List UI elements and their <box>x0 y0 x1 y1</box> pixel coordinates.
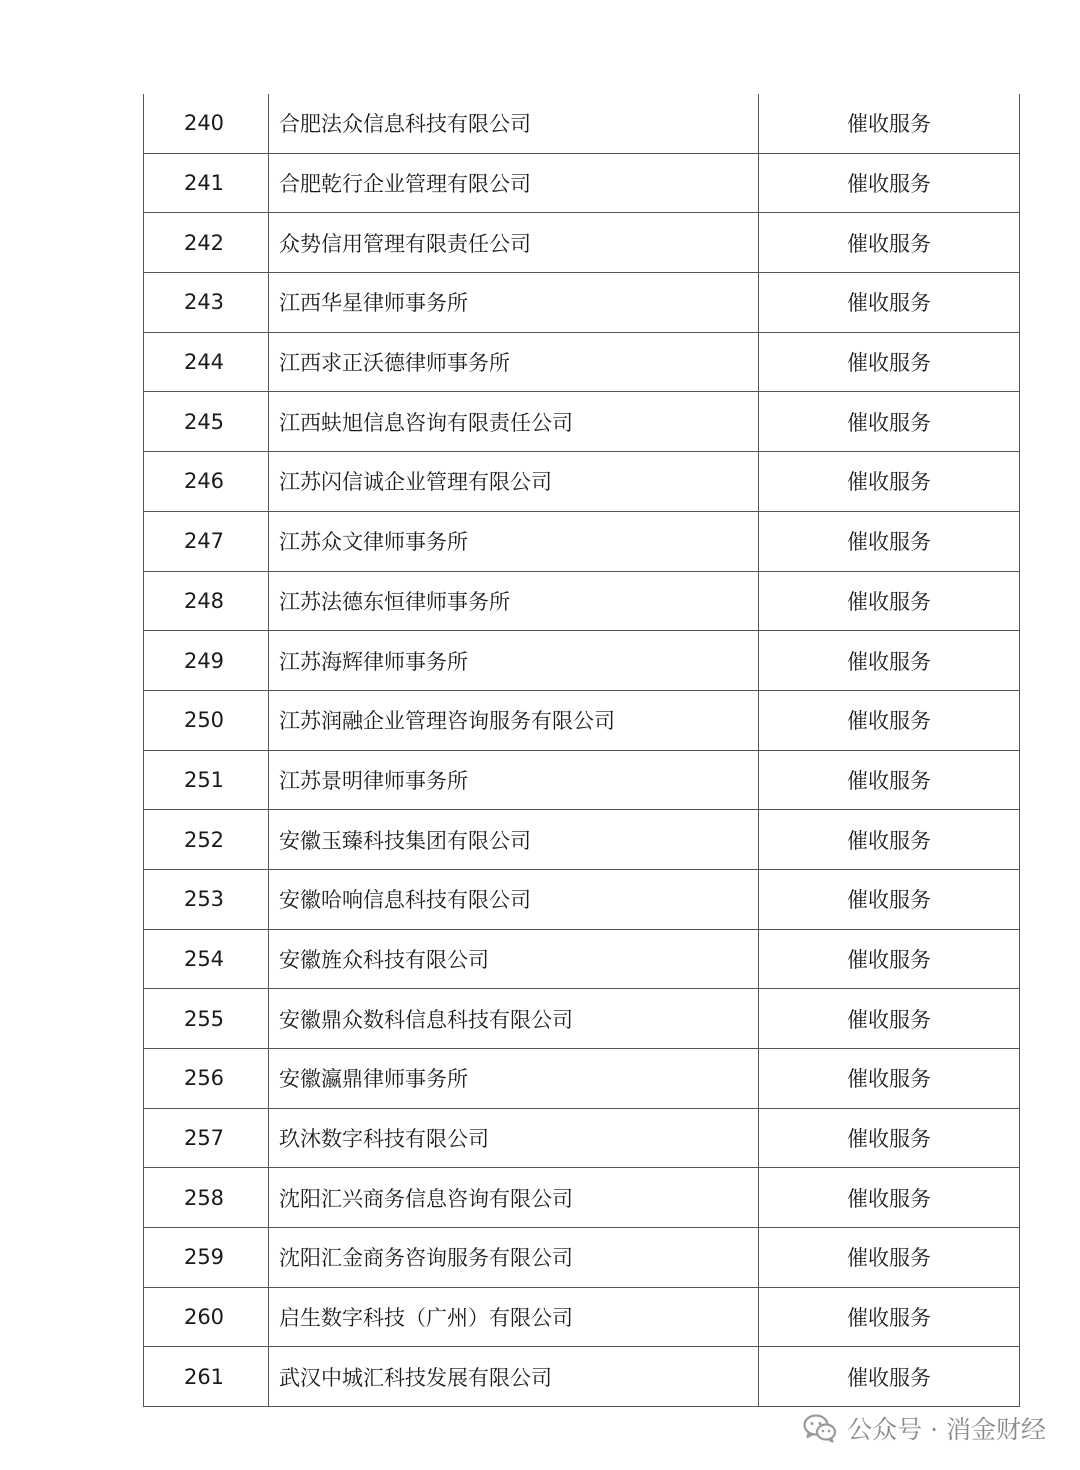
row-number-cell: 253 <box>144 869 269 929</box>
table-row <box>144 332 1020 392</box>
table-row <box>144 1049 1020 1109</box>
company-name-cell: 启生数字科技（广州）有限公司 <box>269 1287 759 1347</box>
row-number-cell: 251 <box>144 750 269 810</box>
service-type-cell: 催收服务 <box>759 1347 1020 1407</box>
row-number-cell: 244 <box>144 332 269 392</box>
service-type-cell: 催收服务 <box>759 511 1020 571</box>
table-row <box>144 452 1020 512</box>
row-number-cell: 247 <box>144 511 269 571</box>
company-name-cell: 安徽哈响信息科技有限公司 <box>269 869 759 929</box>
table-row <box>144 810 1020 870</box>
table-row <box>144 750 1020 810</box>
table-row <box>144 1108 1020 1168</box>
row-number-cell: 254 <box>144 929 269 989</box>
table-row <box>144 213 1020 273</box>
table-row <box>144 869 1020 929</box>
service-type-cell: 催收服务 <box>759 1287 1020 1347</box>
company-name-cell: 安徽旌众科技有限公司 <box>269 929 759 989</box>
row-number-cell: 242 <box>144 213 269 273</box>
institution-table <box>143 94 1020 1407</box>
service-type-cell: 催收服务 <box>759 750 1020 810</box>
company-name-cell: 江西求正沃德律师事务所 <box>269 332 759 392</box>
service-type-cell: 催收服务 <box>759 571 1020 631</box>
table-row <box>144 1228 1020 1288</box>
table-row <box>144 1287 1020 1347</box>
row-number-cell: 246 <box>144 452 269 512</box>
row-number-cell: 257 <box>144 1108 269 1168</box>
row-number-cell: 255 <box>144 989 269 1049</box>
company-name-cell: 安徽玉臻科技集团有限公司 <box>269 810 759 870</box>
table-row <box>144 631 1020 691</box>
table-row <box>144 929 1020 989</box>
table-body <box>144 94 1020 1407</box>
company-name-cell: 沈阳汇兴商务信息咨询有限公司 <box>269 1168 759 1228</box>
service-type-cell: 催收服务 <box>759 1168 1020 1228</box>
company-name-cell: 江西华星律师事务所 <box>269 273 759 333</box>
row-number-cell: 250 <box>144 690 269 750</box>
row-number-cell: 243 <box>144 273 269 333</box>
company-name-cell: 江苏景明律师事务所 <box>269 750 759 810</box>
row-number-cell: 256 <box>144 1049 269 1109</box>
row-number-cell: 259 <box>144 1228 269 1288</box>
company-name-cell: 江西蚨旭信息咨询有限责任公司 <box>269 392 759 452</box>
row-number-cell: 241 <box>144 153 269 213</box>
table-row <box>144 273 1020 333</box>
table-row <box>144 511 1020 571</box>
row-number-cell: 240 <box>144 94 269 153</box>
institution-table-container <box>143 94 1018 1407</box>
service-type-cell: 催收服务 <box>759 690 1020 750</box>
company-name-cell: 合肥乾行企业管理有限公司 <box>269 153 759 213</box>
company-name-cell: 合肥法众信息科技有限公司 <box>269 94 759 153</box>
service-type-cell: 催收服务 <box>759 1049 1020 1109</box>
company-name-cell: 武汉中城汇科技发展有限公司 <box>269 1347 759 1407</box>
service-type-cell: 催收服务 <box>759 1108 1020 1168</box>
table-row <box>144 153 1020 213</box>
service-type-cell: 催收服务 <box>759 332 1020 392</box>
row-number-cell: 258 <box>144 1168 269 1228</box>
table-row <box>144 392 1020 452</box>
company-name-cell: 江苏闪信诚企业管理有限公司 <box>269 452 759 512</box>
watermark <box>803 1408 1046 1448</box>
row-number-cell: 245 <box>144 392 269 452</box>
service-type-cell: 催收服务 <box>759 153 1020 213</box>
watermark-text: 公众号 · 消金财经 <box>847 1415 1046 1444</box>
company-name-cell: 玖沐数字科技有限公司 <box>269 1108 759 1168</box>
table-row <box>144 1168 1020 1228</box>
service-type-cell: 催收服务 <box>759 1228 1020 1288</box>
company-name-cell: 江苏海辉律师事务所 <box>269 631 759 691</box>
service-type-cell: 催收服务 <box>759 929 1020 989</box>
table-row <box>144 94 1020 153</box>
company-name-cell: 安徽鼎众数科信息科技有限公司 <box>269 989 759 1049</box>
company-name-cell: 安徽瀛鼎律师事务所 <box>269 1049 759 1109</box>
company-name-cell: 江苏润融企业管理咨询服务有限公司 <box>269 690 759 750</box>
table-row <box>144 571 1020 631</box>
row-number-cell: 249 <box>144 631 269 691</box>
service-type-cell: 催收服务 <box>759 273 1020 333</box>
service-type-cell: 催收服务 <box>759 989 1020 1049</box>
row-number-cell: 248 <box>144 571 269 631</box>
table-row <box>144 1347 1020 1407</box>
service-type-cell: 催收服务 <box>759 631 1020 691</box>
service-type-cell: 催收服务 <box>759 213 1020 273</box>
row-number-cell: 261 <box>144 1347 269 1407</box>
company-name-cell: 众势信用管理有限责任公司 <box>269 213 759 273</box>
table-row <box>144 690 1020 750</box>
row-number-cell: 260 <box>144 1287 269 1347</box>
wechat-icon <box>803 1413 837 1443</box>
service-type-cell: 催收服务 <box>759 392 1020 452</box>
company-name-cell: 江苏众文律师事务所 <box>269 511 759 571</box>
service-type-cell: 催收服务 <box>759 810 1020 870</box>
service-type-cell: 催收服务 <box>759 94 1020 153</box>
service-type-cell: 催收服务 <box>759 452 1020 512</box>
company-name-cell: 沈阳汇金商务咨询服务有限公司 <box>269 1228 759 1288</box>
service-type-cell: 催收服务 <box>759 869 1020 929</box>
row-number-cell: 252 <box>144 810 269 870</box>
table-row <box>144 989 1020 1049</box>
company-name-cell: 江苏法德东恒律师事务所 <box>269 571 759 631</box>
